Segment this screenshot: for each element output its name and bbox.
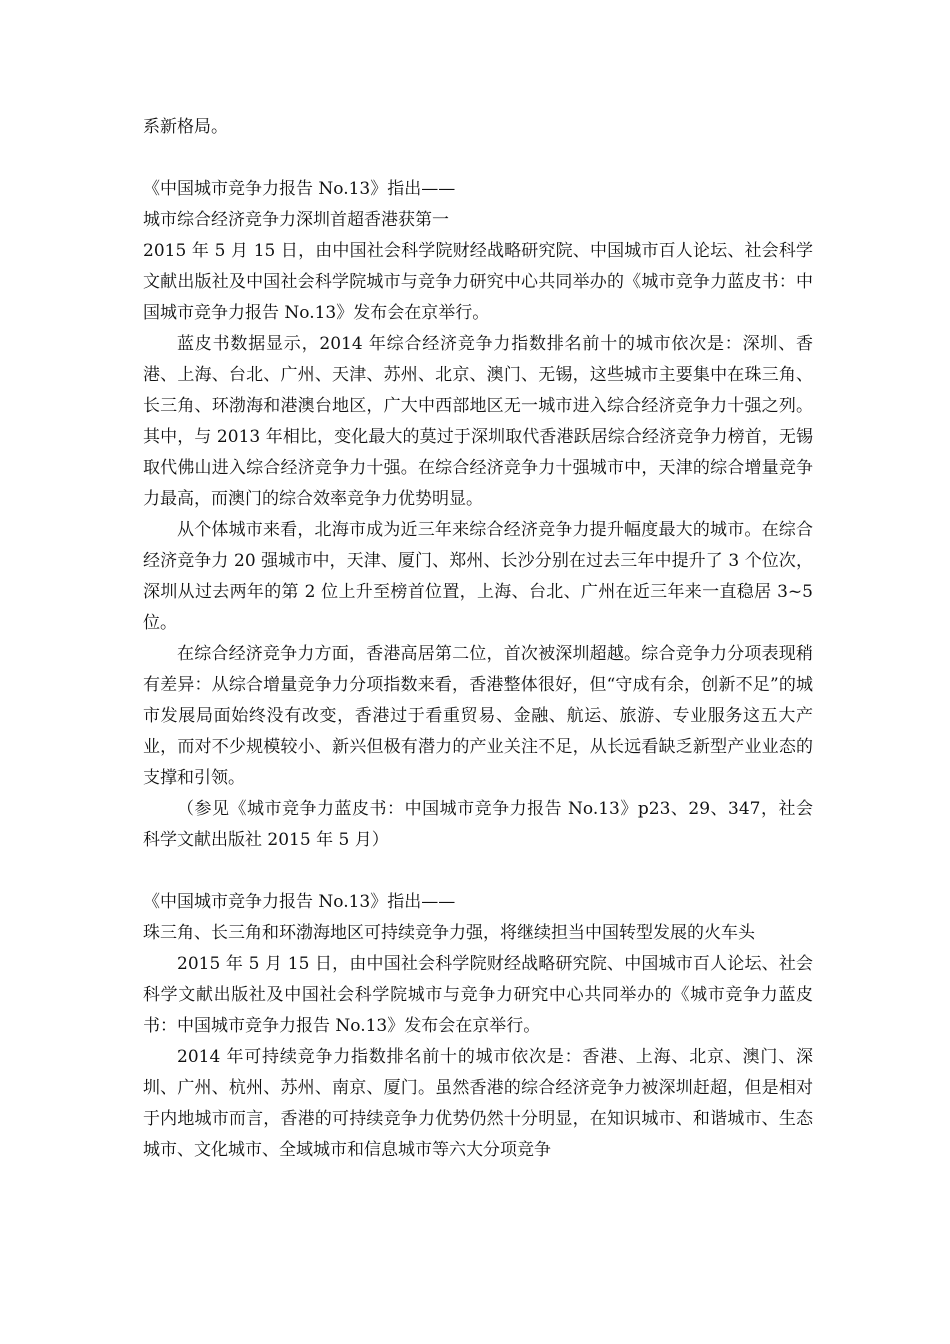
continuation-line: 系新格局。 [143,117,228,137]
article-title-1: 城市综合经济竞争力深圳首超香港获第一 [143,210,449,230]
paragraph-top-ten-sustainable: 2014 年可持续竞争力指数排名前十的城市依次是：香港、上海、北京、澳门、深圳、广州、杭州、苏州、南京、厦门。虽然香港的综合经济竞争力被深圳赶超，但是相对于内地城市而言，香港的可持续竞争力优势仍然十分明显，在知识城市、和谐城市、生态城市、文化城市、全域城市和信息城市等六大分项竞争 [143,1047,813,1160]
spacer [143,143,813,174]
paragraph-news-lead-2: 2015 年 5 月 15 日，由中国社会科学院财经战略研究院、中国城市百人论坛、社会科学文献出版社及中国社会科学院城市与竞争力研究中心共同举办的《城市竞争力蓝皮书：中国城市竞争力报告 No.13》发布会在京举行。 [143,954,813,1036]
paragraph-top-ten-economic: 蓝皮书数据显示，2014 年综合经济竞争力指数排名前十的城市依次是：深圳、香港、上海、台北、广州、天津、苏州、北京、澳门、无锡，这些城市主要集中在珠三角、长三角、环渤海和港澳台地区，广大中西部地区无一城市进入综合经济竞争力十强之列。其中，与 2013 年相比，变化最大的莫过于深圳取代香港跃居综合经济竞争力榜首，无锡取代佛山进入综合经济竞争力十强。在综合经济竞争力十强城市中，天津的综合增量竞争力最高，而澳门的综合效率竞争力优势明显。 [143,334,813,509]
spacer [143,856,813,887]
report-intro-heading-1: 《中国城市竞争力报告 No.13》指出—— [143,179,456,199]
paragraph-news-lead-1: 2015 年 5 月 15 日，由中国社会科学院财经战略研究院、中国城市百人论坛、社会科学文献出版社及中国社会科学院城市与竞争力研究中心共同举办的《城市竞争力蓝皮书：中国城市竞争力报告 No.13》发布会在京举行。 [143,241,813,323]
paragraph-hong-kong-analysis: 在综合经济竞争力方面，香港高居第二位，首次被深圳超越。综合竞争力分项表现稍有差异：从综合增量竞争力分项指数来看，香港整体很好，但“守成有余，创新不足”的城市发展局面始终没有改变，香港过于看重贸易、金融、航运、旅游、专业服务这五大产业，而对不少规模较小、新兴但极有潜力的产业关注不足，从长远看缺乏新型产业业态的支撑和引领。 [143,644,813,788]
report-intro-heading-2: 《中国城市竞争力报告 No.13》指出—— [143,892,456,912]
citation-note: （参见《城市竞争力蓝皮书：中国城市竞争力报告 No.13》p23、29、347，社会科学文献出版社 2015 年 5 月） [143,799,813,850]
document-body [143,112,813,1166]
paragraph-city-ranking-change: 从个体城市来看，北海市成为近三年来综合经济竞争力提升幅度最大的城市。在综合经济竞争力 20 强城市中，天津、厦门、郑州、长沙分别在过去三年中提升了 3 个位次，深圳从过去两年的第 2 位上升至榜首位置，上海、台北、广州在近三年来一直稳居 3~5 位。 [143,520,813,633]
article-title-2: 珠三角、长三角和环渤海地区可持续竞争力强，将继续担当中国转型发展的火车头 [143,923,755,943]
